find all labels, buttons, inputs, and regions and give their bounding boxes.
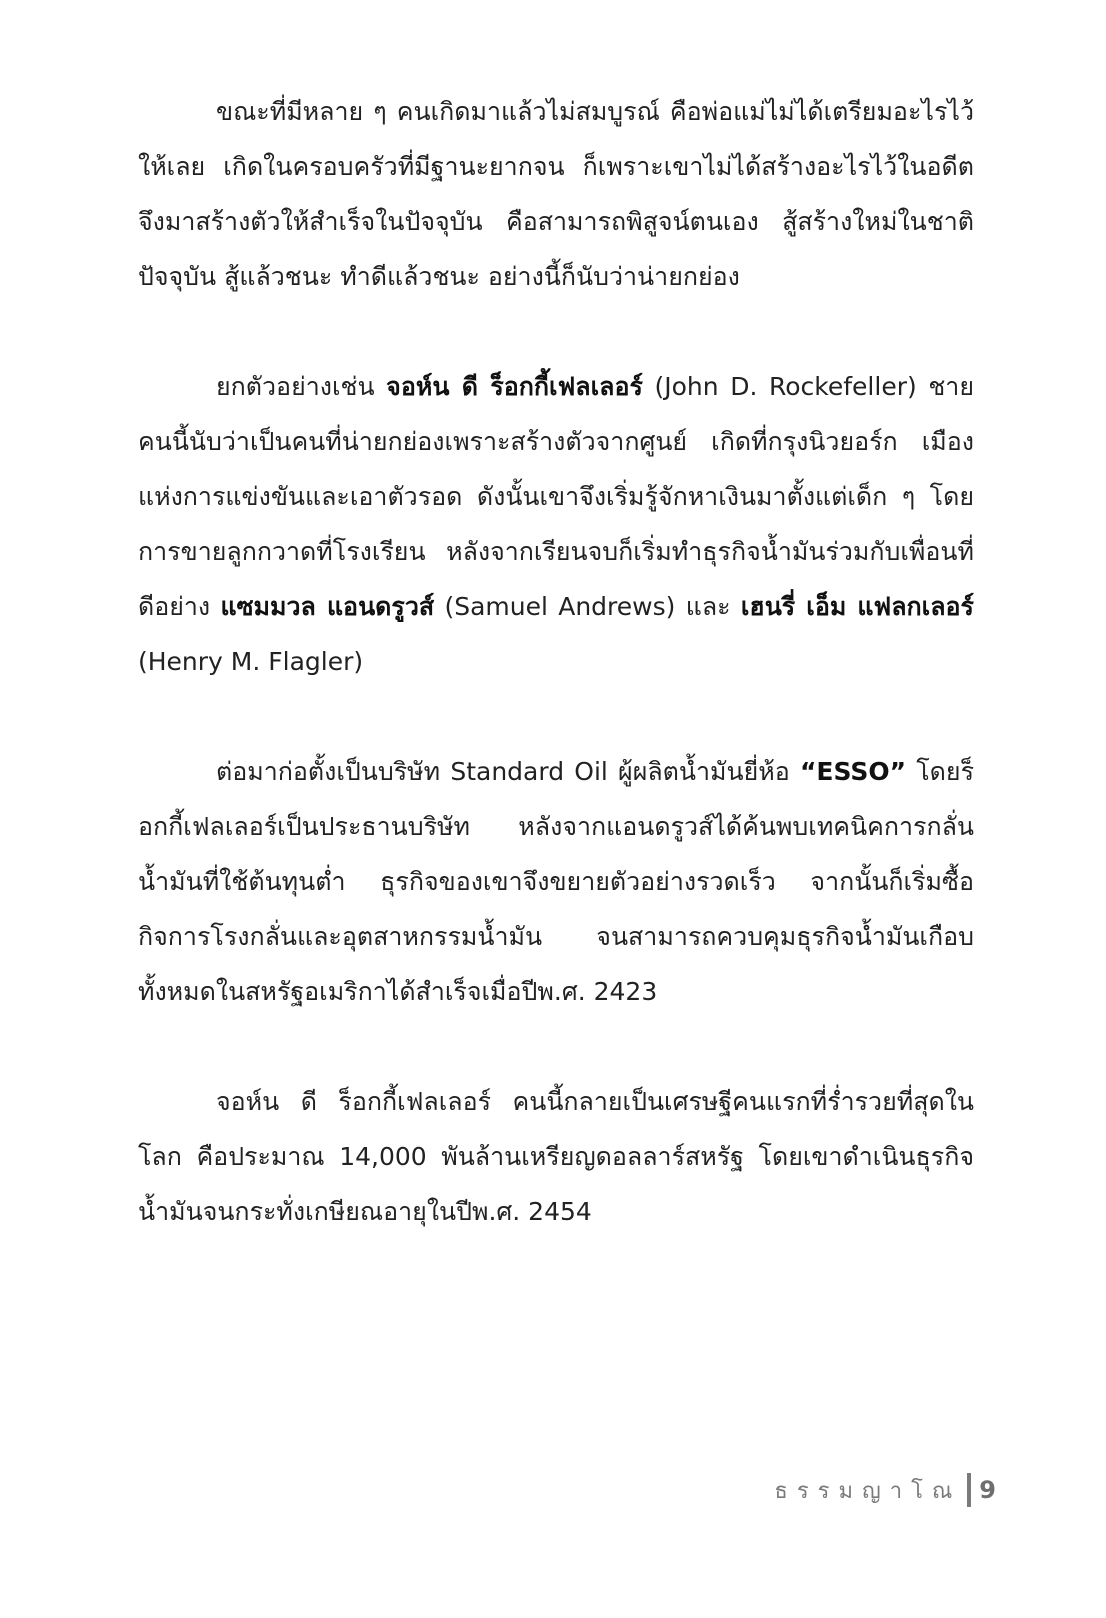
name-samuel-andrews: แซมมวล แอนดรูวส์ — [220, 592, 435, 621]
paragraph-2-and: (Samuel Andrews) และ — [434, 592, 741, 621]
paragraph-2-intro: ยกตัวอย่างเช่น — [216, 372, 387, 401]
paragraph-2-end: (Henry M. Flagler) — [138, 647, 364, 676]
paragraph-3 — [138, 744, 974, 1019]
paragraph-1-text: ขณะที่มีหลาย ๆ คนเกิดมาแล้วไม่สมบูรณ์ คือพ่อแม่ไม่ได้เตรียมอะไรไว้ให้เลย เกิดในครอบครัวที่มีฐานะยากจน ก็เพราะเขาไม่ได้สร้างอะไรไว้ในอดีตจึงมาสร้างตัวให้สำเร็จในปัจจุบัน คือสามารถพิสูจน์ตนเอง สู้สร้างใหม่ในชาติปัจจุบัน สู้แล้วชนะ ทำดีแล้วชนะ อย่างนี้ก็นับว่าน่ายกย่อง — [138, 97, 974, 291]
paragraph-3-intro: ต่อมาก่อตั้งเป็นบริษัท Standard Oil ผู้ผลิตน้ำมันยี่ห้อ — [216, 757, 800, 786]
paragraph-3-body: โดยร็อกกี้เฟลเลอร์เป็นประธานบริษัท หลังจากแอนดรูวส์ได้ค้นพบเทคนิคการกลั่นน้ำมันที่ใช้ต้นทุนต่ำ ธุรกิจของเขาจึงขยายตัวอย่างรวดเร็ว จากนั้นก็เริ่มซื้อกิจการโรงกลั่นและอุตสาหกรรมน้ำมัน จนสามารถควบคุมธุรกิจน้ำมันเกือบทั้งหมดในสหรัฐอเมริกาได้สำเร็จเมื่อปีพ.ศ. 2423 — [138, 757, 974, 1006]
paragraph-1 — [138, 84, 974, 304]
brand-esso: “ESSO” — [799, 757, 907, 786]
name-john-rockefeller: จอห์น ดี ร็อกกี้เฟลเลอร์ — [386, 372, 643, 401]
footer-book-title: ธรรมญาโณ — [774, 1478, 962, 1504]
paragraph-4 — [138, 1074, 974, 1239]
paragraph-2 — [138, 359, 974, 689]
paragraph-4-text: จอห์น ดี ร็อกกี้เฟลเลอร์ คนนี้กลายเป็นเศรษฐีคนแรกที่ร่ำรวยที่สุดในโลก คือประมาณ 14,000 พันล้านเหรียญดอลลาร์สหรัฐ โดยเขาดำเนินธุรกิจน้ำมันจนกระทั่งเกษียณอายุในปีพ.ศ. 2454 — [138, 1087, 974, 1226]
footer-divider — [967, 1473, 971, 1507]
page-number: 9 — [979, 1476, 996, 1504]
paragraph-2-body: (John D. Rockefeller) ชายคนนี้นับว่าเป็นคนที่น่ายกย่องเพราะสร้างตัวจากศูนย์ เกิดที่กรุงนิวยอร์ก เมืองแห่งการแข่งขันและเอาตัวรอด ดังนั้นเขาจึงเริ่มรู้จักหาเงินมาตั้งแต่เด็ก ๆ โดยการขายลูกกวาดที่โรงเรียน หลังจากเรียนจบก็เริ่มทำธุรกิจน้ำมันร่วมกับเพื่อนที่ดีอย่าง — [138, 372, 974, 621]
name-henry-flagler: เฮนรี่ เอ็ม แฟลกเลอร์ — [740, 592, 974, 621]
page-footer — [774, 1472, 996, 1508]
